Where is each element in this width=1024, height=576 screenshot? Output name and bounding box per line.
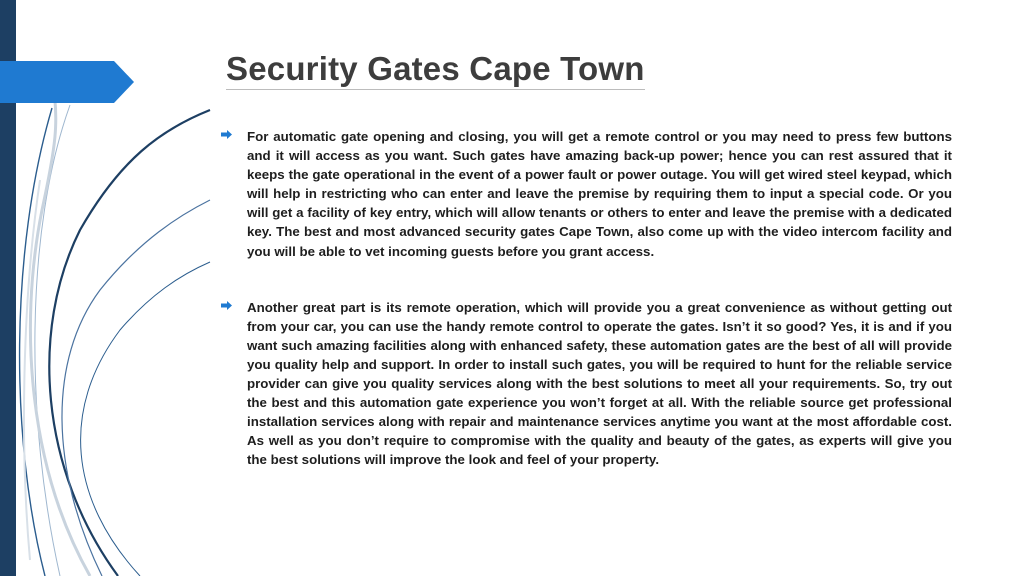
title-accent-tab [0, 61, 134, 103]
bullet-text: Another great part is its remote operation, which will provide you a great convenience as without getting out from your car, you can use the handy remote control to operate the gates. Isn’t it so good? Yes, it is and if you want such amazing facilities along with enhanced safety, these automation gates are the best of all will provide you quality help and support. In order to install such gates, you will be required to hunt for the reliable service provider can give you quality services along with the best solutions to meet all your requirements. So, try out the best and this automation gate experience you won’t forget at all. With the reliable source get professional installation services along with repair and maintenance services anytime you want at the most affordable cost. As well as you don’t require to compromise with the quality and beauty of the gates, as experts will give you the best solutions will improve the look and feel of your property. [247, 299, 952, 468]
arrow-bullet-icon [221, 301, 232, 310]
slide-title: Security Gates Cape Town [226, 50, 645, 90]
arrow-bullet-icon [221, 130, 232, 139]
bullet-list [215, 127, 952, 470]
bullet-item [215, 127, 952, 261]
bullet-text: For automatic gate opening and closing, you will get a remote control or you may need to press few buttons and it will access as you want. Such gates have amazing back-up power; hence you can rest assured that it keeps the gate operational in the event of a power fault or power outage. You will get wired steel keypad, which will help in restricting who can enter and leave the premise by requiring them to input a special code. Or you will get a facility of key entry, which will allow tenants or others to enter and leave the premise with a dedicated key. The best and most advanced security gates Cape Town, also come up with the video intercom facility and you will be able to vet incoming guests before you grant access. [247, 129, 952, 259]
bullet-item [215, 298, 952, 470]
